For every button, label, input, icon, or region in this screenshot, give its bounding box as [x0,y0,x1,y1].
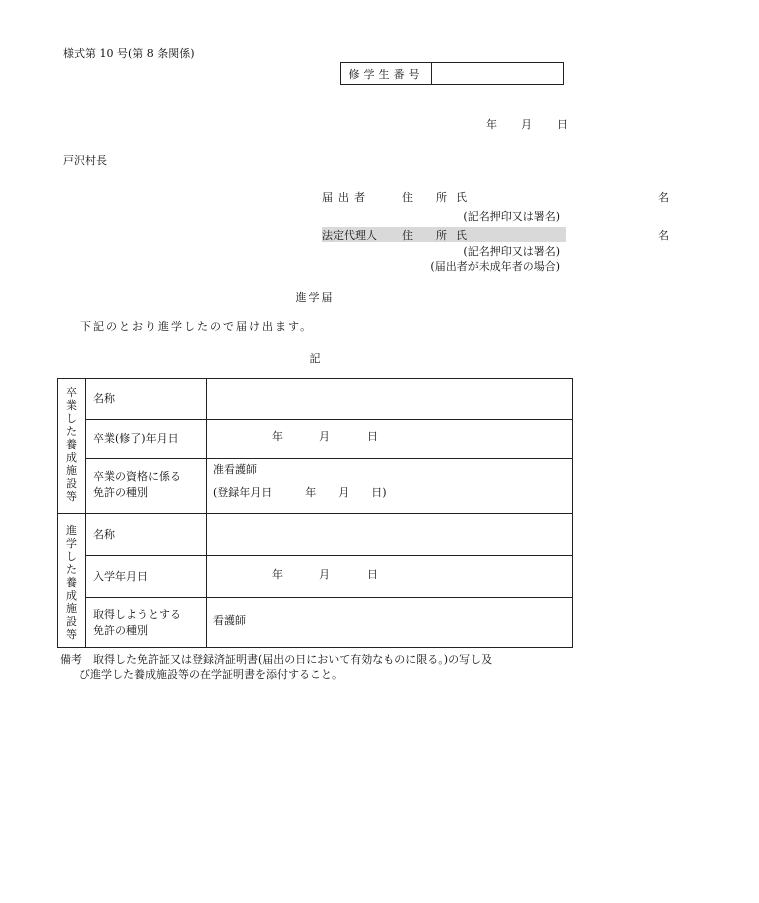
details-table [57,378,573,648]
entered-section-header: 進 学 し た 養 成 施 設 等 [66,524,77,641]
notifier-row [322,189,759,204]
entry-date-label: 入学年月日 [93,570,148,583]
notifier-address-label: 住 所 [402,191,453,204]
ki-heading: 記 [309,352,321,365]
date-day: 日 [557,118,568,131]
legal-rep-label: 法定代理人 [322,229,377,242]
entry-date-year: 年 [272,568,283,581]
grad-license-label-1: 卒業の資格に係る [93,470,181,483]
entered-license-value: 看護師 [213,614,246,627]
legal-rep-row [322,227,759,242]
form-number: 様式第 10 号(第 8 条関係) [63,47,195,60]
grad-name-label: 名称 [93,392,115,405]
remarks-line-1: 備考 取得した免許証又は登録済証明書(届出の日において有効なものに限る。)の写し及 [60,653,493,666]
grad-date-day: 日 [367,430,378,443]
legal-rep-seal-note: (記名押印又は署名) [463,245,560,258]
legal-rep-address-label: 住 所 [402,229,453,242]
grad-date-label: 卒業(修了)年月日 [93,432,179,445]
student-number-field[interactable] [432,63,563,84]
entered-name-field[interactable] [213,526,563,543]
legal-rep-name-label: 氏 名 [456,229,759,242]
document-title: 進学届 [295,291,335,304]
entry-date-day: 日 [367,568,378,581]
notifier-seal-note: (記名押印又は署名) [463,210,560,223]
student-number-box [340,62,564,85]
grad-license-label-2: 免許の種別 [93,486,148,499]
entered-name-label: 名称 [93,528,115,541]
student-number-label: 修学生番号 [341,63,432,84]
date-year: 年 [486,118,497,131]
entered-license-label-1: 取得しようとする [93,608,181,621]
grad-license-value: 准看護師 [213,463,257,476]
notifier-label: 届出者 [322,191,370,204]
date-month: 月 [521,118,532,131]
notifier-name-label: 氏 名 [456,191,759,204]
entry-date-month: 月 [319,568,330,581]
intro-text: 下記のとおり進学したので届け出ます。 [80,320,314,333]
grad-date-month: 月 [319,430,330,443]
grad-registration-line: (登録年月日 年 月 日) [213,486,387,499]
grad-name-field[interactable] [213,390,563,407]
remarks-line-2: び進学した養成施設等の在学証明書を添付すること。 [79,668,343,681]
grad-date-year: 年 [272,430,283,443]
addressee: 戸沢村長 [63,154,107,167]
graduated-section-header: 卒 業 し た 養 成 施 設 等 [66,386,77,503]
entered-license-label-2: 免許の種別 [93,624,148,637]
legal-rep-minor-note: (届出者が未成年者の場合) [430,260,560,273]
